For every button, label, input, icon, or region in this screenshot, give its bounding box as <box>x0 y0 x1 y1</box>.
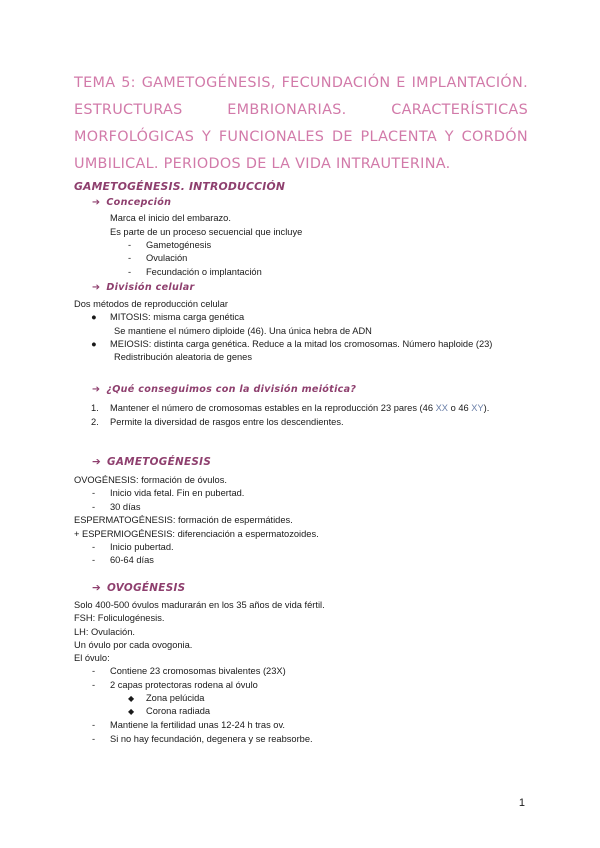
arrow-icon: ➔ <box>92 282 101 293</box>
text-line: Marca el inicio del embarazo. <box>110 213 231 223</box>
list-number: 1. <box>91 403 99 413</box>
text-line: LH: Ovulación. <box>74 627 135 637</box>
text-line: Se mantiene el número diploide (46). Una única hebra de ADN <box>114 326 372 336</box>
text-line: FSH: Foliculogénesis. <box>74 613 165 623</box>
dash-bullet: - <box>92 666 96 676</box>
list-item: Permite la diversidad de rasgos entre los descendientes. <box>110 417 344 427</box>
list-item: Si no hay fecundación, degenera y se reabsorbe. <box>110 734 313 744</box>
dash-bullet: - <box>92 488 96 498</box>
arrow-icon: ➔ <box>92 456 102 468</box>
list-item: Inicio vida fetal. Fin en pubertad. <box>110 488 245 498</box>
text-line: + ESPERMIOGÉNESIS: diferenciación a espermatozoides. <box>74 529 319 539</box>
list-item: MITOSIS: misma carga genética <box>110 312 245 322</box>
text-line: Es parte de un proceso secuencial que incluye <box>110 227 303 237</box>
list-item: MEIOSIS: distinta carga genética. Reduce a la mitad los cromosomas. Número haploide (23) <box>110 339 493 349</box>
list-number: 2. <box>91 417 99 427</box>
dash-bullet: - <box>92 555 96 565</box>
dash-bullet: - <box>92 734 96 744</box>
text-line: Redistribución aleatoria de genes <box>114 352 252 362</box>
subheading-concepcion: ➔ Concepción <box>92 197 172 208</box>
list-item: Contiene 23 cromosomas bivalentes (23X) <box>110 666 286 676</box>
subheading-question: ➔ ¿Qué conseguimos con la división meiótica? <box>92 384 357 395</box>
arrow-icon: ➔ <box>92 197 101 208</box>
list-item: Zona pelúcida <box>146 693 205 703</box>
text-line: OVOGÉNESIS: formación de óvulos. <box>74 475 227 485</box>
diamond-bullet-icon: ◆ <box>128 707 135 716</box>
diamond-bullet-icon: ◆ <box>128 694 135 703</box>
dash-bullet: - <box>92 720 96 730</box>
text-line: ESPERMATOGÉNESIS: formación de espermátides. <box>74 515 293 525</box>
text-line: Un óvulo por cada ovogonia. <box>74 640 193 650</box>
arrow-icon: ➔ <box>92 582 102 594</box>
list-item: Gametogénesis <box>146 240 212 250</box>
dash-bullet: - <box>128 240 132 250</box>
list-item: 60-64 días <box>110 555 154 565</box>
list-item: Mantener el número de cromosomas estables en la reproducción 23 pares (46 XX o 46 XY). <box>110 403 490 413</box>
dash-bullet: - <box>92 680 96 690</box>
dash-bullet: - <box>128 253 132 263</box>
arrow-icon: ➔ <box>92 384 101 395</box>
list-item: Mantiene la fertilidad unas 12-24 h tras ov. <box>110 720 286 730</box>
subheading-division-celular: ➔ División celular <box>92 282 195 293</box>
text-line: Dos métodos de reproducción celular <box>74 299 228 309</box>
page-title: TEMA 5: GAMETOGÉNESIS, FECUNDACIÓN E IMPLANTACIÓN. ESTRUCTURAS EMBRIONARIAS. CARACTERÍSTICAS MORFOLÓGICAS Y FUNCIONALES DE PLACENTA Y CORDÓN UMBILICAL. PERIODOS DE LA VIDA INTRAUTERINA. <box>74 75 528 172</box>
dot-bullet: ● <box>91 339 97 349</box>
list-item: Inicio pubertad. <box>110 542 174 552</box>
dash-bullet: - <box>92 542 96 552</box>
page-number: 1 <box>518 797 525 809</box>
text-line: El óvulo: <box>74 653 110 663</box>
section-heading-introduccion: GAMETOGÉNESIS. INTRODUCCIÓN <box>74 180 286 193</box>
dash-bullet: - <box>128 267 132 277</box>
text-line: Solo 400-500 óvulos madurarán en los 35 años de vida fértil. <box>74 600 325 610</box>
list-item: Ovulación <box>146 253 188 263</box>
dash-bullet: - <box>92 502 96 512</box>
subheading-ovogenesis: ➔ OVOGÉNESIS <box>92 582 186 594</box>
list-item: 2 capas protectoras rodena al óvulo <box>110 680 258 690</box>
subheading-gametogenesis: ➔ GAMETOGÉNESIS <box>92 456 212 468</box>
list-item: Fecundación o implantación <box>146 267 262 277</box>
list-item: Corona radiada <box>146 706 211 716</box>
dot-bullet: ● <box>91 312 97 322</box>
list-item: 30 días <box>110 502 141 512</box>
